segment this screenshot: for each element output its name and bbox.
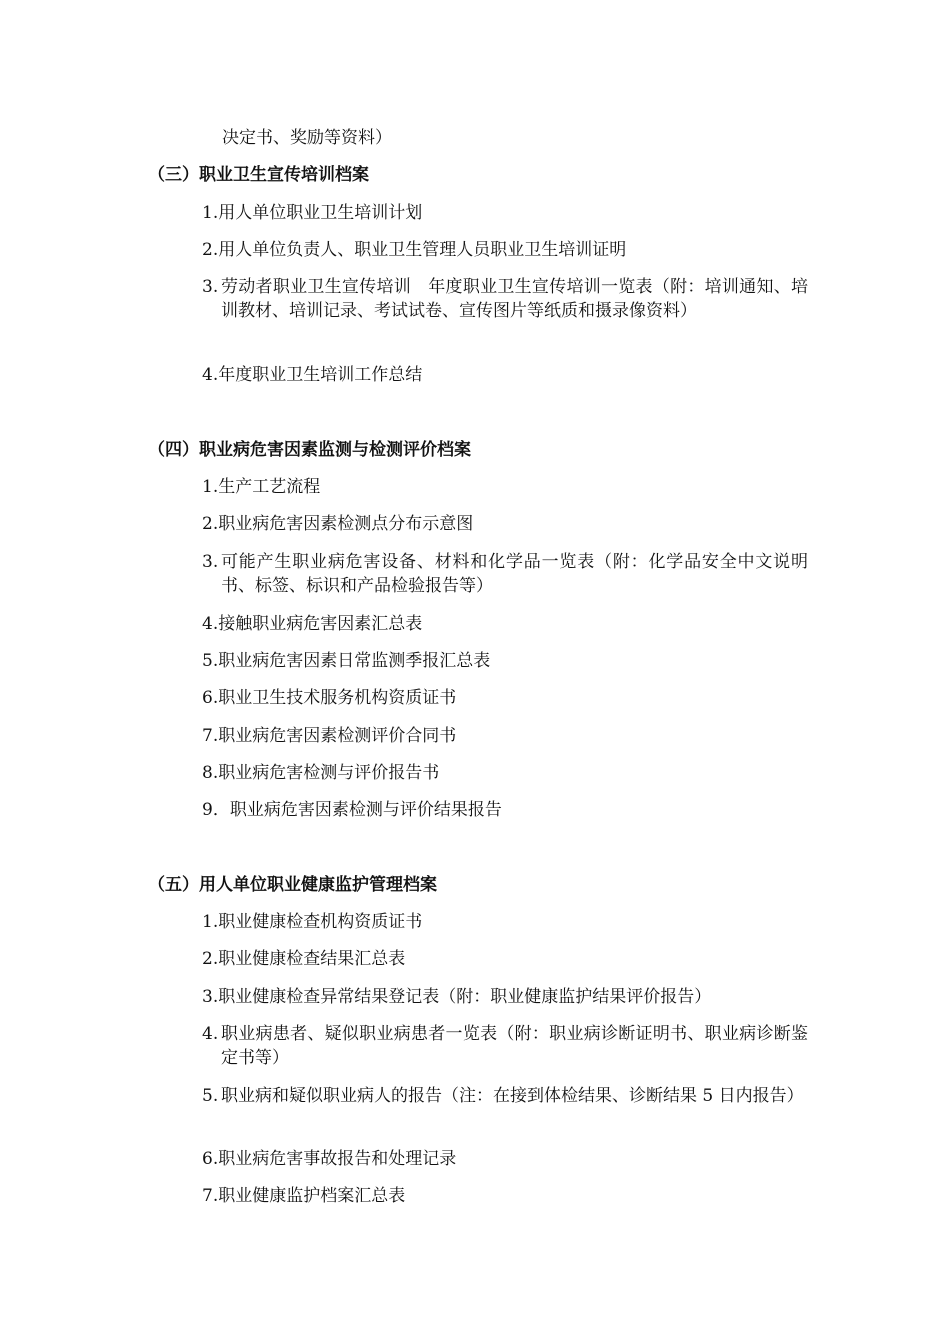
list-item: 4.年度职业卫生培训工作总结	[202, 365, 423, 385]
list-item: 9．职业病危害因素检测与评价结果报告	[202, 800, 502, 820]
list-item-number: 5.	[202, 1086, 219, 1106]
list-item-text: 可能产生职业病危害设备、材料和化学品一览表（附：化学品安全中文说明书、标签、标识和产品检验报告等）	[221, 552, 808, 596]
list-item: 7.职业病危害因素检测评价合同书	[202, 726, 457, 746]
list-item: 8.职业病危害检测与评价报告书	[202, 763, 440, 783]
list-item: 2.职业健康检查结果汇总表	[202, 949, 406, 969]
list-item: 2.职业病危害因素检测点分布示意图	[202, 514, 474, 534]
continuation-text: 决定书、奖励等资料）	[222, 128, 392, 148]
list-item: 7.职业健康监护档案汇总表	[202, 1186, 406, 1206]
section-heading-3: （三）职业卫生宣传培训档案	[148, 165, 369, 185]
list-item-text: 劳动者职业卫生宣传培训 年度职业卫生宣传培训一览表（附：培训通知、培训教材、培训记录、考试试卷、宣传图片等纸质和摄录像资料）	[221, 277, 808, 321]
list-item	[202, 1084, 808, 1108]
list-item: 6.职业病危害事故报告和处理记录	[202, 1149, 457, 1169]
section-heading-4: （四）职业病危害因素监测与检测评价档案	[148, 440, 471, 460]
list-item-number: 4.	[202, 1024, 219, 1044]
list-item: 4.接触职业病危害因素汇总表	[202, 614, 423, 634]
list-item: 3.职业健康检查异常结果登记表（附：职业健康监护结果评价报告）	[202, 987, 712, 1007]
list-item	[202, 275, 808, 323]
list-item-text: 职业病患者、疑似职业病患者一览表（附：职业病诊断证明书、职业病诊断鉴定书等）	[221, 1024, 808, 1068]
list-item: 1.用人单位职业卫生培训计划	[202, 203, 423, 223]
list-item: 1.生产工艺流程	[202, 477, 321, 497]
list-item: 5.职业病危害因素日常监测季报汇总表	[202, 651, 491, 671]
list-item-number: 3.	[202, 277, 219, 297]
list-item: 6.职业卫生技术服务机构资质证书	[202, 688, 457, 708]
section-heading-5: （五）用人单位职业健康监护管理档案	[148, 875, 437, 895]
list-item-text: 职业病和疑似职业病人的报告（注：在接到体检结果、诊断结果 5 日内报告）	[221, 1086, 804, 1106]
list-item	[202, 550, 808, 598]
list-item-number: 3.	[202, 552, 219, 572]
list-item: 1.职业健康检查机构资质证书	[202, 912, 423, 932]
list-item: 2.用人单位负责人、职业卫生管理人员职业卫生培训证明	[202, 240, 627, 260]
list-item	[202, 1022, 808, 1070]
